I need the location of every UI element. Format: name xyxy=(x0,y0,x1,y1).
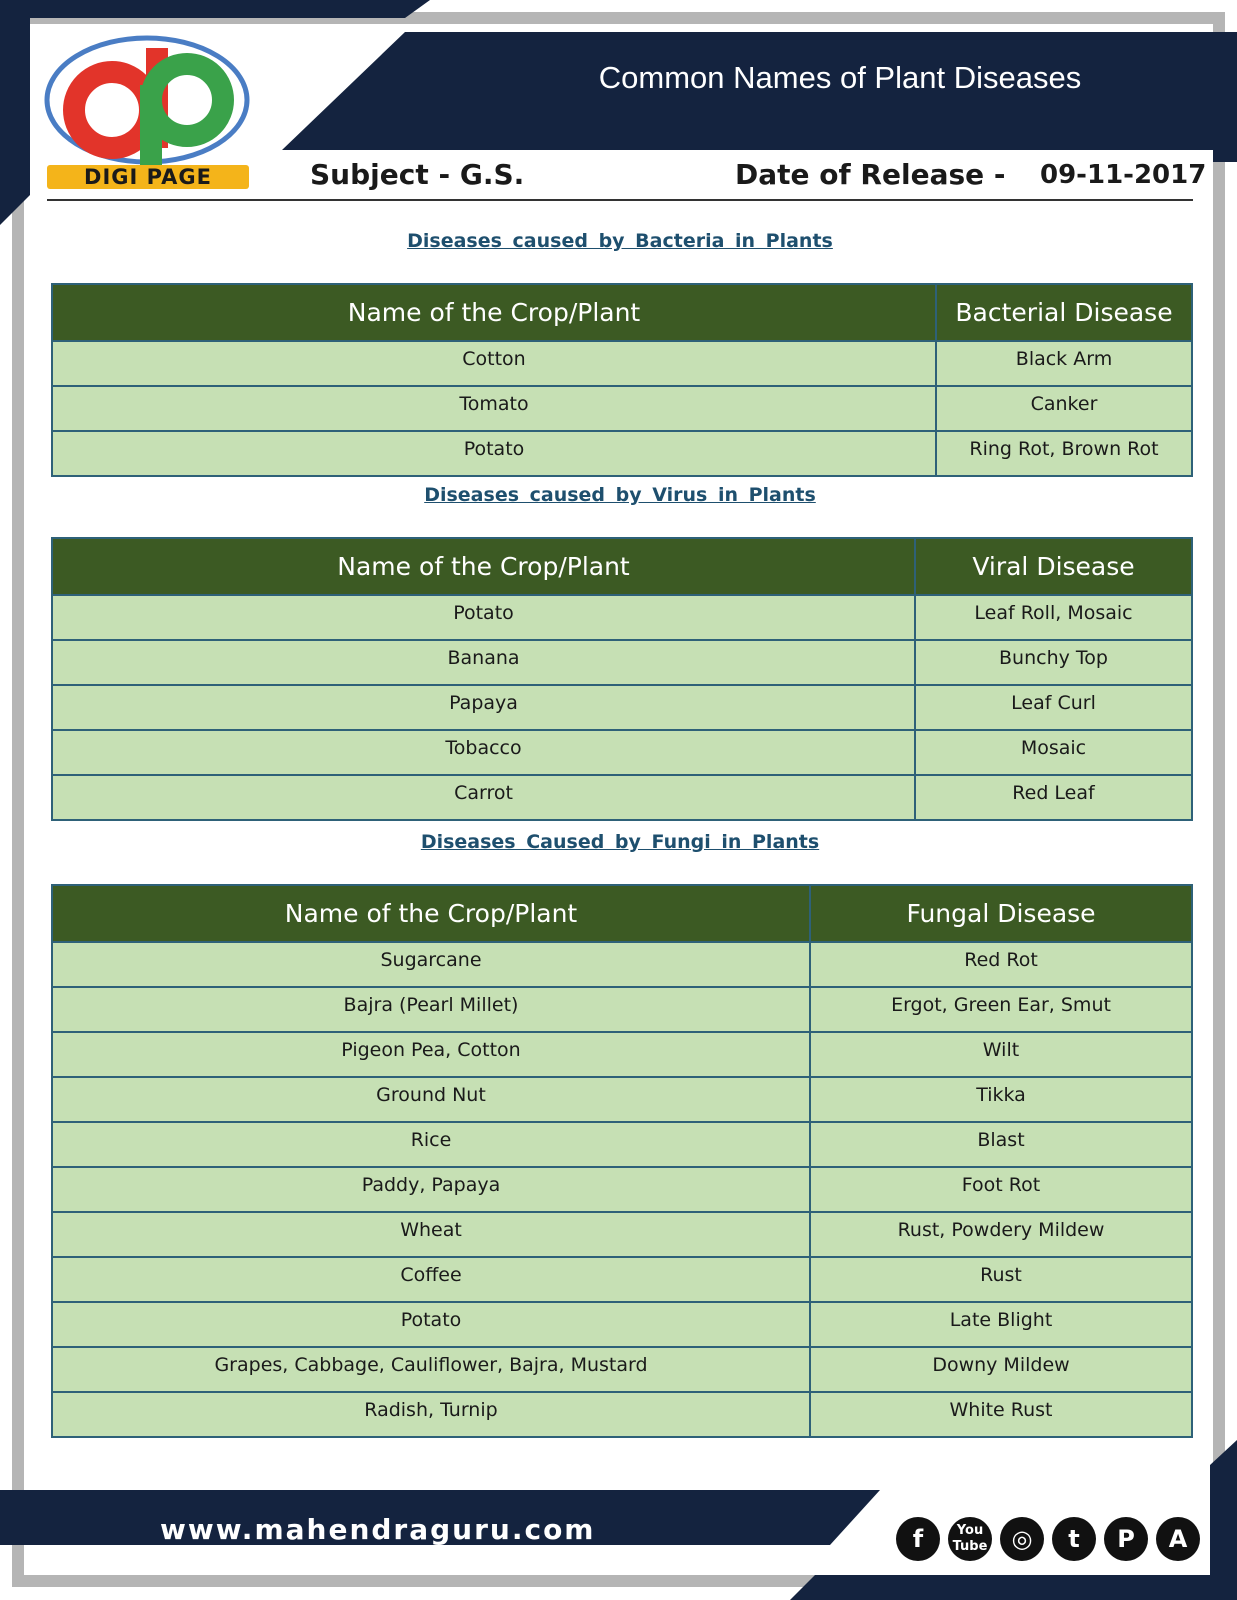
disease-cell: Canker xyxy=(936,386,1192,431)
crop-cell: Pigeon Pea, Cotton xyxy=(52,1032,810,1077)
table-header-row xyxy=(52,538,1192,595)
instagram-icon[interactable]: ◎ xyxy=(1000,1517,1044,1561)
subject-label: Subject - G.S. xyxy=(310,158,525,191)
table-row xyxy=(52,1167,1192,1212)
table-row xyxy=(52,730,1192,775)
table-row xyxy=(52,1212,1192,1257)
crop-cell: Potato xyxy=(52,1302,810,1347)
virus-heading: Diseases caused by Virus in Plants xyxy=(424,484,816,506)
table-row xyxy=(52,1122,1192,1167)
logo-badge: DIGI PAGE xyxy=(47,165,249,189)
column-header: Bacterial Disease xyxy=(936,284,1192,341)
crop-cell: Papaya xyxy=(52,685,915,730)
disease-cell: Tikka xyxy=(810,1077,1192,1122)
disease-cell: Downy Mildew xyxy=(810,1347,1192,1392)
table-row xyxy=(52,775,1192,820)
android-icon[interactable]: A xyxy=(1156,1517,1200,1561)
disease-cell: Ergot, Green Ear, Smut xyxy=(810,987,1192,1032)
table-row xyxy=(52,685,1192,730)
facebook-icon[interactable]: f xyxy=(896,1517,940,1561)
disease-cell: Foot Rot xyxy=(810,1167,1192,1212)
crop-cell: Tobacco xyxy=(52,730,915,775)
crop-cell: Potato xyxy=(52,431,936,476)
crop-cell: Rice xyxy=(52,1122,810,1167)
disease-cell: Leaf Roll, Mosaic xyxy=(915,595,1192,640)
disease-cell: Mosaic xyxy=(915,730,1192,775)
crop-cell: Radish, Turnip xyxy=(52,1392,810,1437)
disease-cell: Red Leaf xyxy=(915,775,1192,820)
table-row xyxy=(52,987,1192,1032)
crop-cell: Sugarcane xyxy=(52,942,810,987)
fungi-heading: Diseases Caused by Fungi in Plants xyxy=(420,831,820,853)
twitter-icon[interactable]: t xyxy=(1052,1517,1096,1561)
column-header: Viral Disease xyxy=(915,538,1192,595)
column-header: Name of the Crop/Plant xyxy=(52,885,810,942)
table-header-row xyxy=(52,284,1192,341)
crop-cell: Grapes, Cabbage, Cauliflower, Bajra, Mustard xyxy=(52,1347,810,1392)
table-row xyxy=(52,1302,1192,1347)
column-header: Fungal Disease xyxy=(810,885,1192,942)
table-row xyxy=(52,640,1192,685)
crop-cell: Tomato xyxy=(52,386,936,431)
disease-cell: Rust xyxy=(810,1257,1192,1302)
header-divider xyxy=(47,199,1193,201)
virus-table xyxy=(51,537,1193,821)
table-row xyxy=(52,595,1192,640)
column-header: Name of the Crop/Plant xyxy=(52,538,915,595)
table-row xyxy=(52,1392,1192,1437)
crop-cell: Paddy, Papaya xyxy=(52,1167,810,1212)
website-link[interactable]: www.mahendraguru.com xyxy=(160,1513,596,1546)
crop-cell: Wheat xyxy=(52,1212,810,1257)
disease-cell: Red Rot xyxy=(810,942,1192,987)
disease-cell: White Rust xyxy=(810,1392,1192,1437)
page-title: Common Names of Plant Diseases xyxy=(598,60,1082,95)
bacteria-table xyxy=(51,283,1193,477)
disease-cell: Rust, Powdery Mildew xyxy=(810,1212,1192,1257)
disease-cell: Black Arm xyxy=(936,341,1192,386)
crop-cell: Ground Nut xyxy=(52,1077,810,1122)
crop-cell: Cotton xyxy=(52,341,936,386)
release-date-label: Date of Release - xyxy=(735,158,1006,191)
crop-cell: Potato xyxy=(52,595,915,640)
disease-cell: Blast xyxy=(810,1122,1192,1167)
table-row xyxy=(52,942,1192,987)
disease-cell: Ring Rot, Brown Rot xyxy=(936,431,1192,476)
table-row xyxy=(52,1032,1192,1077)
disease-cell: Wilt xyxy=(810,1032,1192,1077)
table-row xyxy=(52,1077,1192,1122)
table-row xyxy=(52,1347,1192,1392)
table-row xyxy=(52,1257,1192,1302)
column-header: Name of the Crop/Plant xyxy=(52,284,936,341)
disease-cell: Leaf Curl xyxy=(915,685,1192,730)
table-row xyxy=(52,341,1192,386)
crop-cell: Carrot xyxy=(52,775,915,820)
release-date: 09-11-2017 xyxy=(1040,160,1207,190)
crop-cell: Banana xyxy=(52,640,915,685)
crop-cell: Bajra (Pearl Millet) xyxy=(52,987,810,1032)
table-row xyxy=(52,431,1192,476)
disease-cell: Bunchy Top xyxy=(915,640,1192,685)
disease-cell: Late Blight xyxy=(810,1302,1192,1347)
fungi-table xyxy=(51,884,1193,1438)
table-header-row xyxy=(52,885,1192,942)
youtube-icon[interactable]: You Tube xyxy=(948,1517,992,1561)
bacteria-heading: Diseases caused by Bacteria in Plants xyxy=(407,230,833,252)
table-row xyxy=(52,386,1192,431)
crop-cell: Coffee xyxy=(52,1257,810,1302)
pinterest-icon[interactable]: P xyxy=(1104,1517,1148,1561)
